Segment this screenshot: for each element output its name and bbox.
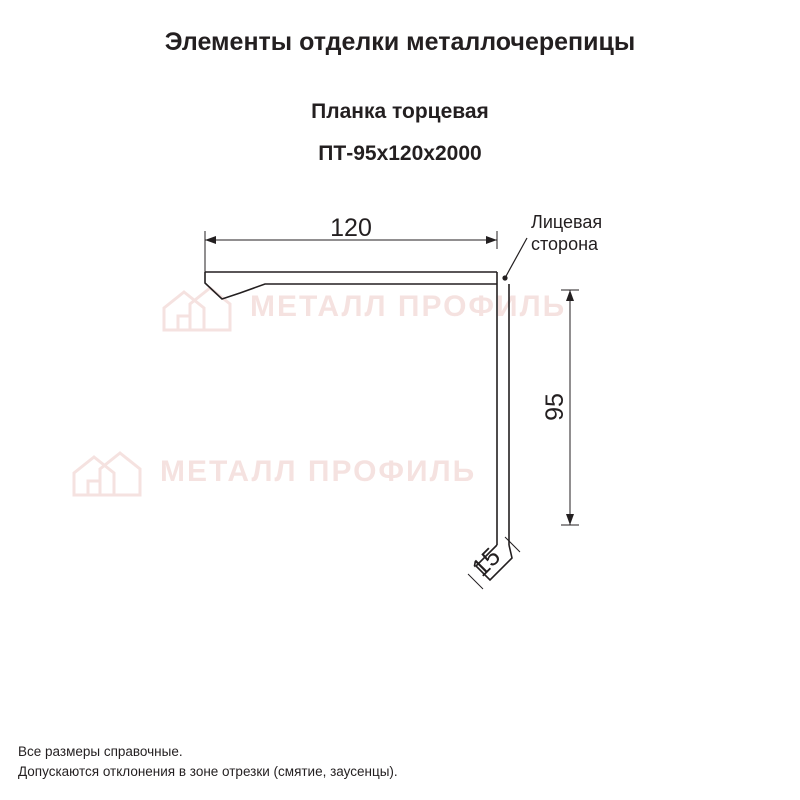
- footnotes: [18, 742, 398, 782]
- face-side-leader-dot: [502, 275, 507, 280]
- face-side-label-line2: сторона: [531, 234, 599, 254]
- watermark-text: МЕТАЛЛ ПРОФИЛЬ: [250, 290, 567, 323]
- dim-height-arrow-bottom: [566, 514, 574, 525]
- page-title: Элементы отделки металлочерепицы: [164, 28, 636, 56]
- dim-height-arrow-top: [566, 290, 574, 301]
- footnote-2: Допускаются отклонения в зоне отрезки (смятие, заусенцы).: [18, 764, 398, 779]
- dim-height-label: 95: [541, 393, 569, 421]
- face-side-leader-line: [505, 238, 527, 278]
- profile-bottom-flange: [205, 272, 497, 299]
- dim-lip-tick-b: [505, 537, 520, 552]
- dim-lip-label: 15: [466, 542, 507, 583]
- face-side-label-line1: Лицевая: [531, 212, 603, 232]
- product-code: ПТ-95х120х2000: [318, 142, 482, 165]
- dim-width-arrow-right: [486, 236, 497, 244]
- watermark-text: МЕТАЛЛ ПРОФИЛЬ: [160, 455, 477, 488]
- dim-width-arrow-left: [205, 236, 216, 244]
- dim-width-label: 120: [330, 214, 372, 242]
- product-name: Планка торцевая: [311, 100, 489, 123]
- footnote-1: Все размеры справочные.: [18, 744, 183, 759]
